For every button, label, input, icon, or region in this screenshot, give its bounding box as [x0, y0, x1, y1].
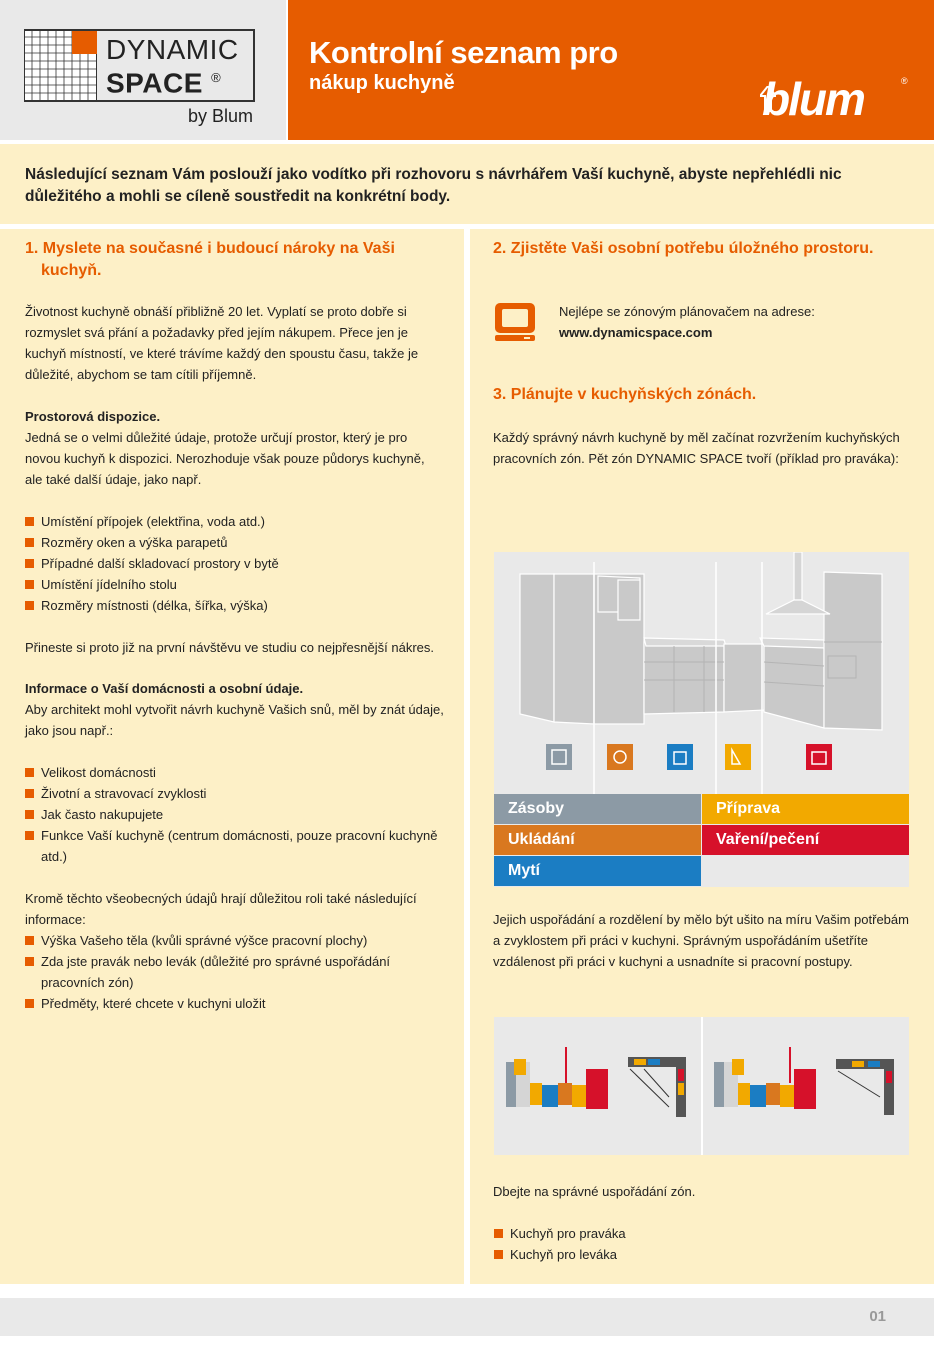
list-item: Životní a stravovací zvyklosti — [25, 783, 445, 804]
cooking-zone-icon — [806, 744, 832, 770]
section-3-text: Jejich uspořádání a rozdělení by mělo být ušito na míru Vašim potřebám a zvyklostem při práci v kuchyni. Správným uspořádáním ušetříte vzdálenost při práci v kuchyni a usnadníte si pracovní postupy. — [493, 912, 909, 969]
section-3-intro: Každý správný návrh kuchyně by měl začínat rozvržením kuchyňských pracovních zón. Pět zón DYNAMIC SPACE tvoří (příklad pro praváka): — [493, 430, 900, 466]
list-item: Umístění jídelního stolu — [25, 574, 445, 595]
storage-zone-icon — [546, 744, 572, 770]
section-1-note: Přineste si proto již na první návštěvu ve studiu co nejpřesnější nákres. — [25, 640, 434, 655]
list-household — [25, 762, 445, 867]
logo-by-blum: by Blum — [188, 106, 254, 126]
page-subtitle: nákup kuchyně — [309, 72, 455, 94]
sink-zone-icon — [667, 744, 693, 770]
plans-divider — [701, 1017, 703, 1155]
kitchen-drawing — [494, 552, 909, 794]
preparation-zone-icon — [725, 744, 751, 770]
logo-wordmark: DYNAMIC SPACE ® — [106, 34, 239, 99]
zone-preparation: Příprava — [702, 794, 909, 824]
zone-legend — [494, 794, 909, 887]
section-2-title: 2. Zjistěte Vaši osobní potřebu úložného prostoru. — [493, 240, 874, 257]
page-footer — [0, 1298, 934, 1336]
left-column — [0, 229, 464, 1284]
planner-url[interactable]: www.dynamicspace.com — [559, 325, 713, 340]
intro-text: Následující seznam Vám poslouží jako vodítko při rozhovoru s návrhářem Vaší kuchyně, abyste nepřehlédli nic důležitého a mohli se cíleně soustředit na konkrétní body. — [25, 166, 842, 205]
list-item: Funkce Vaší kuchyně (centrum domácnosti, pouze pracovní kuchyně atd.) — [25, 825, 445, 867]
computer-monitor-icon — [494, 302, 536, 342]
list-personal — [25, 930, 415, 1014]
page-number: 01 — [869, 1308, 886, 1325]
kitchen-plans-illustration — [494, 1017, 909, 1155]
list-item: Rozměry místnosti (délka, šířka, výška) — [25, 595, 445, 616]
list-handedness — [494, 1223, 894, 1265]
section-1-intro: Životnost kuchyně obnáší přibližně 20 let. Vyplatí se proto dobře si rozmyslet svá přání a požadavky před jejím nákupem. Přece jen je kuchyň místností, ve které trávíme každý den spoustu času, takže je důležité, abychom se tam cítili příjemně. — [25, 304, 419, 382]
intro-panel — [0, 144, 934, 224]
list-space — [25, 511, 445, 616]
zone-storage: Zásoby — [494, 794, 701, 824]
section-1-sub1: Prostorová dispozice. Jedná se o velmi důležité údaje, protože určují prostor, který je pro novou kuchyň k dispozici. Nerozhoduje však pouze půdorys kuchyně, ale také další údaje, jako např. — [25, 409, 425, 487]
page-title: Kontrolní seznam pro — [309, 35, 618, 70]
list-item: Předměty, které chcete v kuchyni uložit — [25, 993, 415, 1014]
list-item: Velikost domácnosti — [25, 762, 445, 783]
section-1-extra: Kromě těchto všeobecných údajů hrají důležitou roli také následující informace: — [25, 891, 417, 927]
zone-washing: Mytí — [494, 856, 701, 886]
zone-stowing: Ukládání — [494, 825, 701, 855]
zones-hint: Dbejte na správné uspořádání zón. — [493, 1184, 696, 1199]
blum-logo: blum — [762, 73, 864, 125]
cutlery-zone-icon — [607, 744, 633, 770]
blum-registered: ® — [901, 76, 908, 86]
list-item: Rozměry oken a výška parapetů — [25, 532, 445, 553]
list-item: Případné další skladovací prostory v bytě — [25, 553, 445, 574]
list-item: Umístění přípojek (elektřina, voda atd.) — [25, 511, 445, 532]
list-item: Výška Vašeho těla (kvůli správné výšce pracovní plochy) — [25, 930, 415, 951]
list-item: Jak často nakupujete — [25, 804, 445, 825]
kitchen-zones-illustration — [494, 552, 909, 794]
planner-text: Nejlépe se zónovým plánovačem na adrese: www.dynamicspace.com — [559, 304, 815, 340]
list-item: Kuchyň pro praváka — [494, 1223, 894, 1244]
section-3-title: 3. Plánujte v kuchyňských zónách. — [493, 386, 757, 403]
section-1-sub2: Informace o Vaší domácnosti a osobní údaje. Aby architekt mohl vytvořit návrh kuchyně Vašich snů, měl by znát údaje, jako jsou např.: — [25, 681, 444, 738]
zone-cooking: Vaření/pečení — [702, 825, 909, 855]
section-1-title: 1. Myslete na současné i budoucí nároky na Vaši kuchyň. — [25, 240, 395, 279]
list-item: Kuchyň pro leváka — [494, 1244, 894, 1265]
list-item: Zda jste pravák nebo levák (důležité pro správné uspořádání pracovních zón) — [25, 951, 415, 993]
